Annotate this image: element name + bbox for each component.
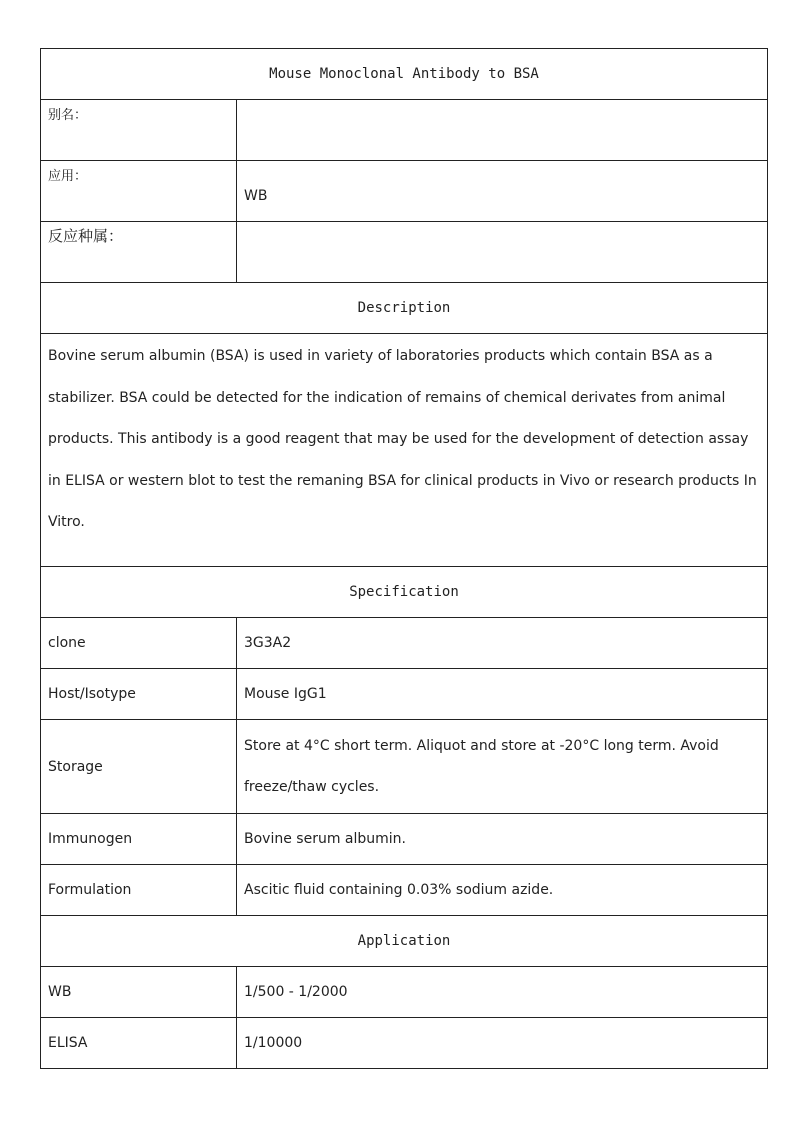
application-info-value: WB [237, 161, 768, 222]
alias-label: 别名： [41, 100, 237, 161]
page-title: Mouse Monoclonal Antibody to BSA [41, 49, 768, 100]
application-heading: Application [41, 916, 768, 967]
spec-row-immunogen [41, 814, 768, 865]
spec-value: Bovine serum albumin. [237, 814, 768, 865]
app-label: WB [41, 967, 237, 1018]
spec-value: Ascitic fluid containing 0.03% sodium azide. [237, 865, 768, 916]
description-cell [41, 334, 768, 567]
spec-label: Formulation [41, 865, 237, 916]
spec-row-storage [41, 720, 768, 814]
datasheet-table [40, 48, 768, 1069]
species-label: 反应种属： [41, 222, 237, 283]
spec-row-formulation [41, 865, 768, 916]
description-text: Bovine serum albumin (BSA) is used in variety of laboratories products which contain BSA as a stabilizer. BSA could be detected for the indication of remains of chemical derivates from animal products. This antibody is a good reagent that may be used for the development of detection assay in ELISA or western blot to test the remaning BSA for clinical products in Vivo or research products In Vitro. [48, 348, 757, 530]
spec-row-clone [41, 618, 768, 669]
spec-value: 3G3A2 [237, 618, 768, 669]
spec-label: Immunogen [41, 814, 237, 865]
spec-value: Mouse IgG1 [237, 669, 768, 720]
spec-label: clone [41, 618, 237, 669]
description-heading: Description [41, 283, 768, 334]
alias-row [41, 100, 768, 161]
app-label: ELISA [41, 1018, 237, 1069]
app-row-elisa [41, 1018, 768, 1069]
app-value: 1/500 - 1/2000 [237, 967, 768, 1018]
spec-value: Store at 4°C short term. Aliquot and store at -20°C long term. Avoid freeze/thaw cycles. [237, 720, 768, 814]
application-info-label: 应用： [41, 161, 237, 222]
app-value: 1/10000 [237, 1018, 768, 1069]
specification-heading: Specification [41, 567, 768, 618]
application-info-row [41, 161, 768, 222]
alias-value [237, 100, 768, 161]
species-row [41, 222, 768, 283]
spec-row-host [41, 669, 768, 720]
spec-label: Storage [41, 720, 237, 814]
species-value [237, 222, 768, 283]
app-row-wb [41, 967, 768, 1018]
spec-label: Host/Isotype [41, 669, 237, 720]
